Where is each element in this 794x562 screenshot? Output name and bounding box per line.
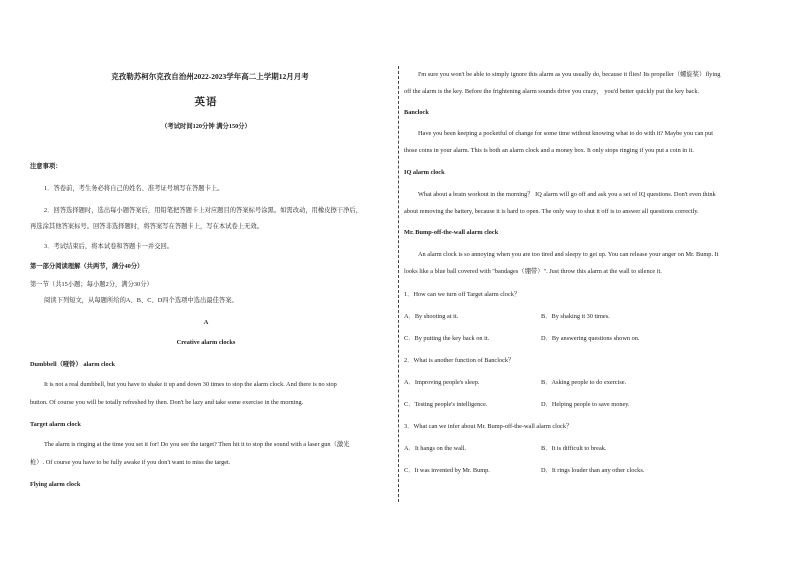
- subhead-dumbbell: Dumbbell（哑铃） alarm clock: [30, 361, 116, 368]
- para-iq-1: What about a brain workout in the morning？ IQ alarm will go off and ask you a set of IQ questions. Don't even think: [418, 191, 716, 198]
- para-banclock-1: Have you been keeping a pocketful of change for some time without knowing what to do with it? Maybe you can put: [418, 130, 714, 137]
- notes-heading: 注意事项：: [30, 163, 62, 170]
- question-1-option-b[interactable]: B．By shaking it 30 times.: [541, 313, 610, 320]
- para-flying-1: I'm sure you won't be able to simply ignore this alarm as you usually do, because it flies! Its propeller（螺旋桨）flying: [418, 71, 721, 78]
- para-dumbbell-2: button. Of course you will be totally refreshed by then. Don't be lazy and take some exercise in the morning.: [30, 399, 304, 406]
- section-heading: 第一节（共15小题；每小题2分，满分30分）: [30, 281, 153, 288]
- subhead-iq: IQ alarm clock: [404, 169, 445, 176]
- question-2-option-c[interactable]: C．Testing people's intelligence.: [404, 401, 488, 408]
- column-divider: [398, 66, 399, 502]
- note-item-3: 3．考试结束后，将本试卷和答题卡一并交回。: [44, 243, 174, 250]
- question-1-option-a[interactable]: A．By shooting at it.: [404, 313, 459, 320]
- question-2-stem: 2．What is another function of Banclock？: [404, 357, 515, 364]
- subject-title: 英语: [194, 97, 218, 108]
- para-bump-2: looks like a blue ball covered with "bandages（绷带）". Just throw this alarm at the wall to silence it.: [404, 268, 662, 275]
- passage-letter: A: [203, 319, 209, 326]
- note-item-2-cont: 再选涂其他答案标号。回答非选择题时，将答案写在答题卡上，写在本试卷上无效。: [30, 223, 263, 230]
- para-target-2: 枪）. Of course you have to be fully awake if you don't want to miss the target.: [30, 459, 231, 466]
- question-3-stem: 3．What can we infer about Mr. Bump-off-the-wall alarm clock？: [404, 423, 573, 430]
- note-item-2: 2．回答选择题时，选出每小题答案后，用铅笔把答题卡上对应题目的答案标号涂黑。如需改动，用橡皮擦干净后，: [44, 207, 362, 214]
- subhead-target: Target alarm clock: [30, 421, 81, 428]
- para-banclock-2: those coins in your alarm. This is both an alarm clock and a money box. It only stops ringing if you put a coin in it.: [404, 147, 694, 154]
- note-item-1: 1．答卷前，考生务必将自己的姓名、准考证号填写在答题卡上。: [44, 185, 224, 192]
- part1-heading: 第一部分阅读理解（共两节，满分40分）: [30, 263, 144, 270]
- para-bump-1: An alarm clock is so annoying when you are too tired and sleepy to get up. You can release your anger on Mr. Bump. It: [418, 251, 719, 258]
- question-3-option-a[interactable]: A．It hangs on the wall.: [404, 445, 467, 452]
- question-3-option-c[interactable]: C．It was invented by Mr. Bump.: [404, 467, 490, 474]
- para-flying-2: off the alarm is the key. Before the frightening alarm sounds drive you crazy， you'd better quickly put the key back.: [404, 88, 700, 95]
- question-1-option-c[interactable]: C．By putting the key back on it.: [404, 335, 490, 342]
- question-1-option-d[interactable]: D．By answering questions shown on.: [541, 335, 640, 342]
- question-3-option-d[interactable]: D．It rings louder than any other clocks.: [541, 467, 645, 474]
- question-3-option-b[interactable]: B．It is difficult to break.: [541, 445, 607, 452]
- para-target-1: The alarm is ringing at the time you set it for! Do you see the target? Then hit it to stop the sound with a laser gun（激光: [44, 441, 350, 448]
- subhead-banclock: Banclock: [404, 109, 429, 116]
- para-iq-2: about removing the battery, because it is hard to open. The only way to shut it off is to answer all questions correctly.: [404, 208, 699, 215]
- school-title: 克孜勒苏柯尔克孜自治州2022-2023学年高二上学期12月月考: [111, 72, 309, 81]
- para-dumbbell-1: It is not a real dumbbell, but you have to shake it up and down 30 times to stop the alarm clock. And there is no stop: [44, 381, 337, 388]
- subhead-flying: Flying alarm clock: [30, 481, 81, 488]
- question-2-option-a[interactable]: A．Improving people's sleep.: [404, 379, 480, 386]
- question-1-stem: 1．How can we turn off Target alarm clock？: [404, 291, 521, 298]
- question-2-option-b[interactable]: B．Asking people to do exercise.: [541, 379, 627, 386]
- passage-title: Creative alarm clocks: [176, 339, 236, 346]
- subhead-bump: Mr. Bump-off-the-wall alarm clock: [404, 229, 499, 236]
- question-2-option-d[interactable]: D．Helping people to save money.: [541, 401, 630, 408]
- exam-info: （考试时间120分钟 满分150分）: [161, 123, 251, 130]
- instruction: 阅读下列短文，从每题所给的A、B、C、D四个选项中选出最佳答案。: [44, 297, 238, 304]
